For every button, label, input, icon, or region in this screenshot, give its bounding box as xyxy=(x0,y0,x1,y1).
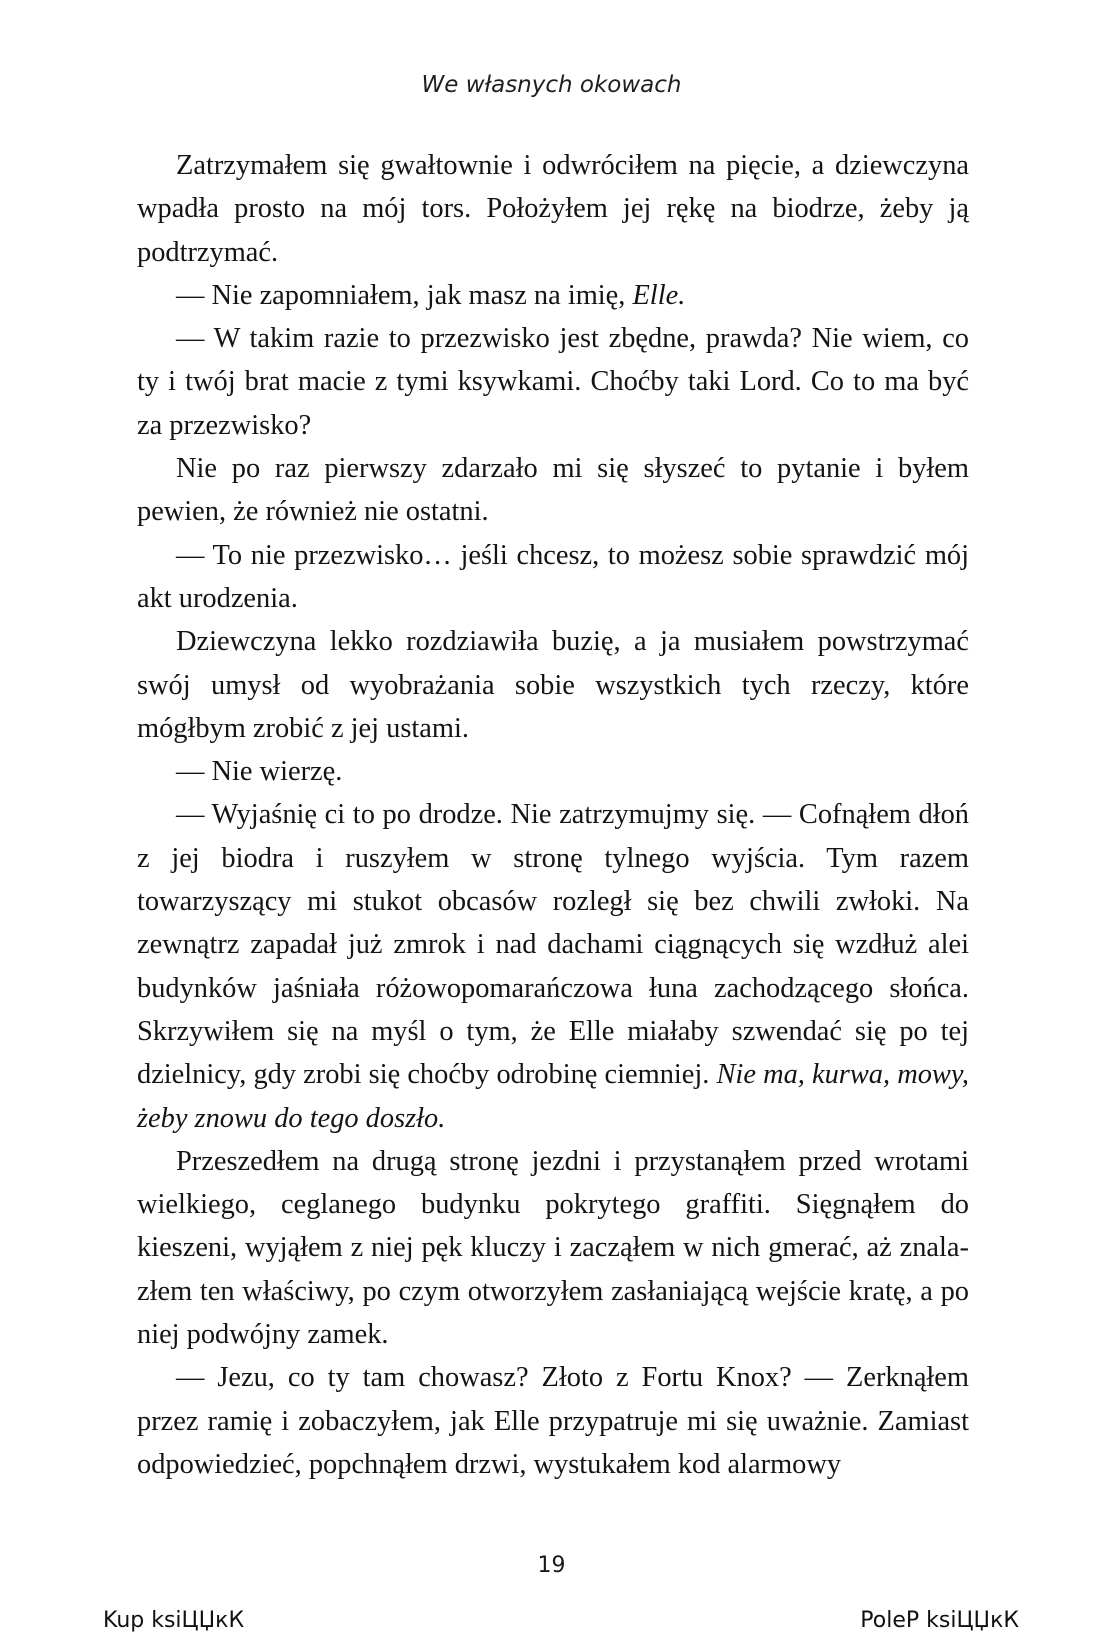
recommend-book-link[interactable]: PoleР ksiЦЏкК xyxy=(860,1608,1019,1633)
paragraph-5: — To nie przezwisko… jeśli chcesz, to możesz sobie sprawdzić mój akt urodzenia. xyxy=(137,539,969,614)
emphasis: Elle. xyxy=(632,279,686,311)
paragraph-2: — Nie zapomniałem, jak masz na imię, Elle. xyxy=(176,279,686,311)
paragraph-1: Zatrzymałem się gwałtownie i odwróciłem na pięcie, a dziewczyna wpadła prosto na mój tors. Położyłem jej rękę na biodrze, żeby ją podtrzymać. xyxy=(137,150,969,268)
running-head: We własnych okowach xyxy=(421,72,682,98)
paragraph-3: — W takim razie to przezwisko jest zbędne, prawda? Nie wiem, co ty i twój brat macie z tymi ksywkami. Choćby taki Lord. Co to ma być za przezwisko? xyxy=(137,323,969,441)
page-number: 19 xyxy=(537,1553,566,1578)
paragraph-10: — Jezu, co ty tam chowasz? Złoto z Fortu Knox? — Zerknąłem przez ramię i zobaczyłem, jak Elle przypatruje mi się uważnie. Zamiast odpowiedzieć, popchnąłem drzwi, wystukałem kod alarmowy xyxy=(137,1362,969,1480)
paragraph-7: — Nie wierzę. xyxy=(176,756,343,788)
paragraph-9: Przeszedłem na drugą stronę jezdni i przystanąłem przed wrotami wielkiego, ceglanego budynku pokrytego graffiti. Sięgnąłem do kieszeni, wyjąłem z niej pęk kluczy i zacząłem w nich gmerać, aż znalazłem ten właściwy, po czym otworzyłem zasłaniającą wejście kratę, a po niej podwójny zamek. xyxy=(137,1145,969,1351)
paragraph-6: Dziewczyna lekko rozdziawiła buzię, a ja musiałem powstrzymać swój umysł od wyobrażania sobie wszystkich tych rzeczy, które mógłbym zrobić z jej ustami. xyxy=(137,626,969,744)
paragraph-8: — Wyjaśnię ci to po drodze. Nie zatrzymujmy się. — Cofnąłem dłoń z jej biodra i ruszyłem w stronę tylnego wyjścia. Tym razem towarzyszący mi stukot obcasów rozległ się bez chwili zwłoki. Na zewnątrz zapadał już zmrok i nad dachami ciągnących się wzdłuż alei budynków jaśniała różowopomarańczowa łuna zachodzącego słońca. Skrzywiłem się na myśl o tym, że Elle miałaby szwendać się po tej dzielnicy, gdy zrobi się choćby odrobinę ciemniej. Nie ma, kurwa, mowy, żeby znowu do tego doszło. xyxy=(137,799,969,1134)
emphasis: Nie ma, kurwa, mowy, żeby znowu do tego doszło. xyxy=(137,1059,969,1134)
body-text xyxy=(137,144,969,1486)
paragraph-4: Nie po raz pierwszy zdarzało mi się słyszeć to pytanie i byłem pewien, że również nie ostatni. xyxy=(137,453,969,528)
buy-book-link[interactable]: Kup ksiЦЏкК xyxy=(103,1608,245,1633)
